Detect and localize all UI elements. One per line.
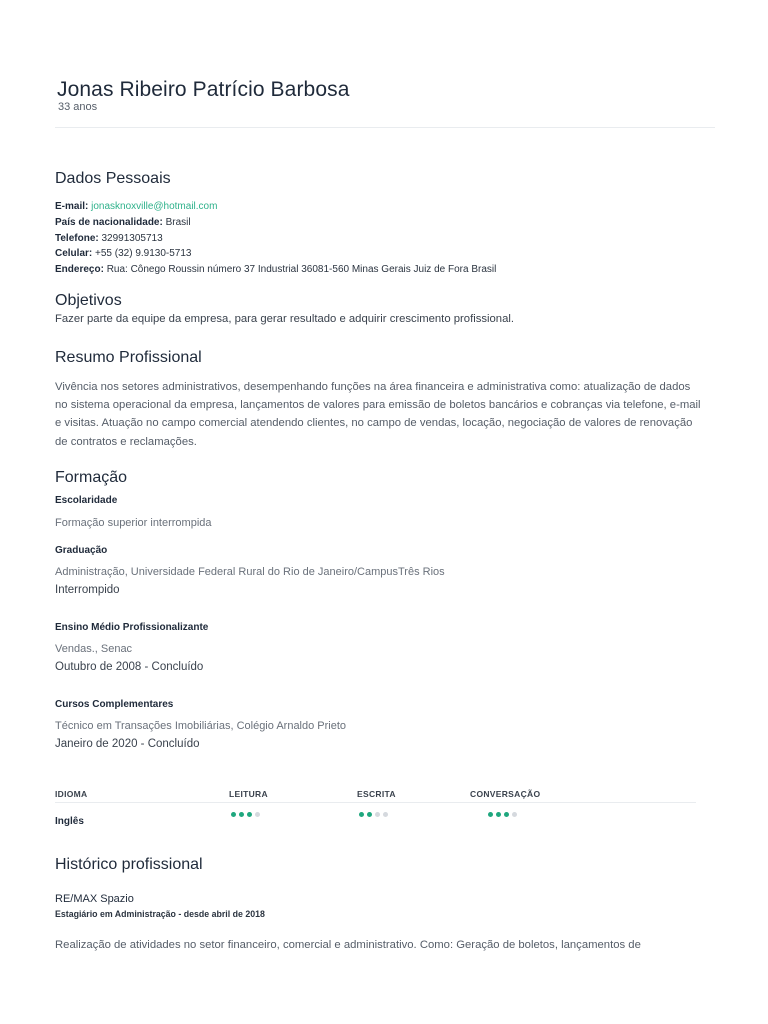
schooling-value: Formação superior interrompida <box>55 517 212 529</box>
graduation-label: Graduação <box>55 545 108 556</box>
mobile-value: +55 (32) 9.9130-5713 <box>95 248 192 259</box>
highschool-status: Outubro de 2008 - Concluído <box>55 661 204 673</box>
skill-dot-filled <box>496 812 501 817</box>
nationality-value: Brasil <box>165 217 191 228</box>
nationality-row <box>55 215 191 231</box>
mobile-row <box>55 246 191 262</box>
email-label: E-mail: <box>55 201 89 212</box>
courses-status: Janeiro de 2020 - Concluído <box>55 738 200 750</box>
email-link[interactable]: jonasknoxville@hotmail.com <box>91 201 218 212</box>
address-label: Endereço: <box>55 264 104 275</box>
section-title-objectives: Objetivos <box>55 292 122 309</box>
job-description: Realização de atividades no setor financeiro, comercial e administrativo. Como: Geração de boletos, lançamentos de <box>55 939 641 951</box>
address-row <box>55 262 496 278</box>
graduation-status: Interrompido <box>55 584 120 596</box>
skill-dot-filled <box>247 812 252 817</box>
highschool-course: Vendas., Senac <box>55 643 133 655</box>
header-divider <box>55 127 715 128</box>
skill-dot-empty <box>512 812 517 817</box>
section-title-summary: Resumo Profissional <box>55 349 202 366</box>
schooling-label: Escolaridade <box>55 495 118 506</box>
summary-text: Vivência nos setores administrativos, desempenhando funções na área financeira e administrativa como: atualização de dados no sistema operacional da empresa, lançamentos de valores para emissão de boletos bancários e cobranças via telefone, e-mail e visitas. Atuação no campo comercial atendendo clientes, no campo de vendas, locação, negociação de valores de renovação de contratos e reclamações. <box>55 381 701 448</box>
mobile-label: Celular: <box>55 248 93 259</box>
lang-header-reading: LEITURA <box>229 789 268 799</box>
lang-header-conversation: CONVERSAÇÃO <box>470 789 541 799</box>
courses-label: Cursos Complementares <box>55 699 174 710</box>
objectives-text: Fazer parte da equipe da empresa, para gerar resultado e adquirir crescimento profissional. <box>55 313 515 325</box>
courses-course: Técnico em Transações Imobiliárias, Colégio Arnaldo Prieto <box>55 720 347 732</box>
nationality-label: País de nacionalidade: <box>55 217 163 228</box>
conversation-level <box>488 812 517 817</box>
section-title-personal: Dados Pessoais <box>55 170 171 187</box>
candidate-name: Jonas Ribeiro Patrício Barbosa <box>57 78 350 101</box>
skill-dot-empty <box>375 812 380 817</box>
skill-dot-filled <box>488 812 493 817</box>
skill-dot-filled <box>367 812 372 817</box>
reading-level <box>231 812 260 817</box>
candidate-age: 33 anos <box>58 101 98 113</box>
address-value: Rua: Cônego Roussin número 37 Industrial 36081-560 Minas Gerais Juiz de Fora Brasil <box>106 264 497 275</box>
skill-dot-empty <box>255 812 260 817</box>
skill-dot-filled <box>231 812 236 817</box>
highschool-label: Ensino Médio Profissionalizante <box>55 622 209 633</box>
skill-dot-filled <box>504 812 509 817</box>
phone-value: 32991305713 <box>101 233 163 244</box>
skill-dot-filled <box>359 812 364 817</box>
company-name: RE/MAX Spazio <box>55 893 134 905</box>
lang-header-language: IDIOMA <box>55 789 88 799</box>
section-title-history: Histórico profissional <box>55 856 203 873</box>
phone-label: Telefone: <box>55 233 99 244</box>
job-role: Estagiário em Administração - desde abril de 2018 <box>55 909 265 919</box>
section-title-education: Formação <box>55 469 128 486</box>
language-table-divider <box>55 802 696 803</box>
language-name: Inglês <box>55 816 84 827</box>
skill-dot-filled <box>239 812 244 817</box>
skill-dot-empty <box>383 812 388 817</box>
email-row <box>55 199 217 215</box>
phone-row <box>55 231 163 247</box>
writing-level <box>359 812 388 817</box>
graduation-course: Administração, Universidade Federal Rural do Rio de Janeiro/CampusTrês Rios <box>55 566 445 578</box>
lang-header-writing: ESCRITA <box>357 789 396 799</box>
